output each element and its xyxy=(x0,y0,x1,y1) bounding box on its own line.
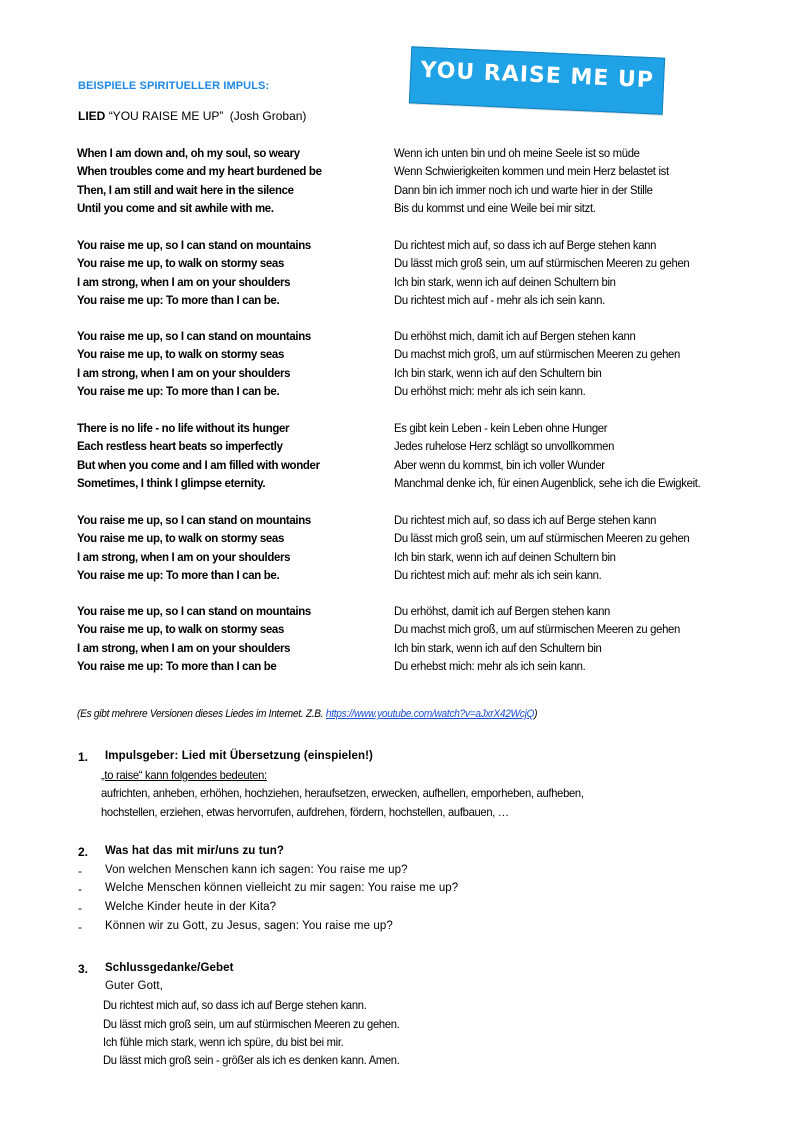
note-close: ) xyxy=(534,708,538,720)
lyric-en: You raise me up, so I can stand on mountains xyxy=(77,513,311,527)
song-prefix: LIED xyxy=(78,109,106,123)
lyric-de: Dann bin ich immer noch ich und warte hier in der Stille xyxy=(394,182,653,197)
lyric-row xyxy=(0,622,800,640)
section-title: Impulsgeber: Lied mit Übersetzung (einspielen!) xyxy=(105,750,373,762)
list-item xyxy=(78,920,778,938)
note-text: (Es gibt mehrere Versionen dieses Liedes im Internet. Z.B. xyxy=(77,708,326,720)
lyric-de: Wenn ich unten bin und oh meine Seele ist so müde xyxy=(394,146,640,160)
lyric-row xyxy=(0,641,800,659)
song-artist: (Josh Groban) xyxy=(229,109,307,123)
lyric-de: Wenn Schwierigkeiten kommen und mein Herz belastet ist xyxy=(394,164,669,179)
lyric-en: I am strong, when I am on your shoulders xyxy=(77,640,291,655)
section-number: 2. xyxy=(78,845,89,859)
stanza-4 xyxy=(0,421,800,494)
lyric-en: You raise me up, so I can stand on mountains xyxy=(77,238,311,252)
lyric-en: You raise me up: To more than I can be. xyxy=(77,292,280,307)
lyric-de: Du lässt mich groß sein, um auf stürmischen Meeren zu gehen xyxy=(394,531,690,546)
lyric-de: Ich bin stark, wenn ich auf deinen Schultern bin xyxy=(394,274,616,289)
lyric-en: You raise me up, to walk on stormy seas xyxy=(77,347,284,362)
lyric-row xyxy=(0,238,800,256)
section-title: Was hat das mit mir/uns zu tun? xyxy=(105,845,285,857)
lyric-row xyxy=(0,568,800,586)
lyric-en: Sometimes, I think I glimpse eternity. xyxy=(77,475,266,490)
lyric-row xyxy=(0,384,800,402)
lyric-row xyxy=(0,293,800,311)
lyric-de: Du erhebst mich: mehr als ich sein kann. xyxy=(394,658,586,673)
prayer-line: Ich fühle mich stark, wenn ich spüre, du bist bei mir. xyxy=(103,1035,344,1049)
stanza-5 xyxy=(0,513,800,586)
lyric-row xyxy=(0,458,800,476)
stanza-1 xyxy=(0,146,800,219)
lyric-row xyxy=(0,604,800,622)
lyric-en: You raise me up: To more than I can be xyxy=(77,658,277,673)
list-item xyxy=(78,882,778,900)
lyric-row xyxy=(0,513,800,531)
lyric-de: Manchmal denke ich, für einen Augenblick, sehe ich die Ewigkeit. xyxy=(394,475,701,490)
raise-meaning-heading: „to raise“ kann folgendes bedeuten: xyxy=(101,768,267,782)
lyric-en: I am strong, when I am on your shoulders xyxy=(77,549,291,564)
list-item-text: Von welchen Menschen kann ich sagen: You raise me up? xyxy=(105,864,408,876)
lyric-de: Du machst mich groß, um auf stürmischen Meeren zu gehen xyxy=(394,622,680,637)
lyric-row xyxy=(0,146,800,164)
lyric-en: You raise me up: To more than I can be. xyxy=(77,383,280,398)
lyric-de: Ich bin stark, wenn ich auf den Schultern bin xyxy=(394,640,602,655)
prayer-greeting: Guter Gott, xyxy=(105,980,163,992)
lyric-de: Bis du kommst und eine Weile bei mir sitzt. xyxy=(394,200,596,215)
list-item-text: Welche Menschen können vielleicht zu mir sagen: You raise me up? xyxy=(105,882,459,894)
raise-meanings-line: aufrichten, anheben, erhöhen, hochziehen, heraufsetzen, erwecken, aufhellen, emporheben, aufheben, xyxy=(101,786,584,800)
prayer-line: Du lässt mich groß sein - größer als ich es denken kann. Amen. xyxy=(103,1053,400,1067)
lyric-de: Aber wenn du kommst, bin ich voller Wunder xyxy=(394,457,605,472)
prayer-line: Du richtest mich auf, so dass ich auf Berge stehen kann. xyxy=(103,998,367,1012)
list-item xyxy=(78,901,778,919)
lyric-en: You raise me up, to walk on stormy seas xyxy=(77,622,284,637)
stanza-6 xyxy=(0,604,800,677)
lyric-en: You raise me up, so I can stand on mountains xyxy=(77,329,311,343)
lyric-row xyxy=(0,329,800,347)
lyric-row xyxy=(0,659,800,677)
song-line xyxy=(78,109,306,123)
lyric-de: Ich bin stark, wenn ich auf deinen Schultern bin xyxy=(394,549,616,564)
dash-bullet: - xyxy=(78,864,82,878)
lyric-de: Du erhöhst mich: mehr als ich sein kann. xyxy=(394,383,586,398)
lyric-en: Then, I am still and wait here in the silence xyxy=(77,182,294,197)
lyric-de: Du erhöhst mich, damit ich auf Bergen stehen kann xyxy=(394,329,636,343)
prayer-line: Du lässt mich groß sein, um auf stürmischen Meeren zu gehen. xyxy=(103,1017,400,1031)
list-item xyxy=(78,864,778,882)
lyric-de: Du lässt mich groß sein, um auf stürmischen Meeren zu gehen xyxy=(394,256,690,271)
dash-bullet: - xyxy=(78,882,82,896)
lyric-row xyxy=(0,347,800,365)
lyric-en: You raise me up: To more than I can be. xyxy=(77,567,280,582)
lyric-en: You raise me up, to walk on stormy seas xyxy=(77,256,284,271)
lyric-de: Jedes ruhelose Herz schlägt so unvollkommen xyxy=(394,439,615,454)
stanza-3 xyxy=(0,329,800,402)
versions-note xyxy=(77,708,537,720)
list-item-text: Welche Kinder heute in der Kita? xyxy=(105,901,277,913)
raise-meanings-line: hochstellen, erziehen, etwas hervorrufen, aufdrehen, fördern, hochstellen, aufbauen, … xyxy=(101,805,509,819)
lyric-de: Es gibt kein Leben - kein Leben ohne Hunger xyxy=(394,421,608,435)
lyric-row xyxy=(0,439,800,457)
lyric-en: Until you come and sit awhile with me. xyxy=(77,200,274,215)
lyric-row xyxy=(0,476,800,494)
lyric-row xyxy=(0,421,800,439)
lyric-row xyxy=(0,275,800,293)
lyric-row xyxy=(0,201,800,219)
song-title: “YOU RAISE ME UP” xyxy=(108,109,224,123)
lyric-row xyxy=(0,183,800,201)
lyric-de: Du richtest mich auf: mehr als ich sein kann. xyxy=(394,567,602,582)
lyric-row xyxy=(0,531,800,549)
lyric-row xyxy=(0,256,800,274)
lyric-de: Du richtest mich auf, so dass ich auf Berge stehen kann xyxy=(394,238,657,252)
section-number: 1. xyxy=(78,750,89,764)
lyric-de: Du richtest mich auf, so dass ich auf Berge stehen kann xyxy=(394,513,657,527)
lyric-de: Du richtest mich auf - mehr als ich sein kann. xyxy=(394,292,605,307)
lyric-en: Each restless heart beats so imperfectly xyxy=(77,439,283,454)
section-number: 3. xyxy=(78,962,89,976)
lyric-row xyxy=(0,550,800,568)
list-item-text: Können wir zu Gott, zu Jesus, sagen: You raise me up? xyxy=(105,920,393,932)
lyric-en: You raise me up, to walk on stormy seas xyxy=(77,531,284,546)
lyric-en: But when you come and I am filled with wonder xyxy=(77,457,320,472)
lyric-en: There is no life - no life without its hunger xyxy=(77,421,290,435)
youtube-link[interactable]: https://www.youtube.com/watch?v=aJxrX42WcjQ xyxy=(325,708,535,720)
dash-bullet: - xyxy=(78,901,82,915)
lyric-en: When I am down and, oh my soul, so weary xyxy=(77,146,300,160)
lyric-de: Ich bin stark, wenn ich auf den Schultern bin xyxy=(394,365,602,380)
section-title: Schlussgedanke/Gebet xyxy=(105,962,234,974)
lyric-en: I am strong, when I am on your shoulders xyxy=(77,365,291,380)
lyric-row xyxy=(0,164,800,182)
lyric-en: When troubles come and my heart burdened be xyxy=(77,164,322,179)
section-heading: BEISPIELE SPIRITUELLER IMPULS: xyxy=(78,80,270,92)
lyric-en: You raise me up, so I can stand on mountains xyxy=(77,604,311,618)
stanza-2 xyxy=(0,238,800,311)
lyric-row xyxy=(0,366,800,384)
lyric-de: Du erhöhst, damit ich auf Bergen stehen kann xyxy=(394,604,611,618)
lyric-en: I am strong, when I am on your shoulders xyxy=(77,274,291,289)
badge-text: YOU RAISE ME UP xyxy=(419,57,655,94)
dash-bullet: - xyxy=(78,920,82,934)
lyric-de: Du machst mich groß, um auf stürmischen Meeren zu gehen xyxy=(394,347,680,362)
title-badge xyxy=(409,46,665,114)
